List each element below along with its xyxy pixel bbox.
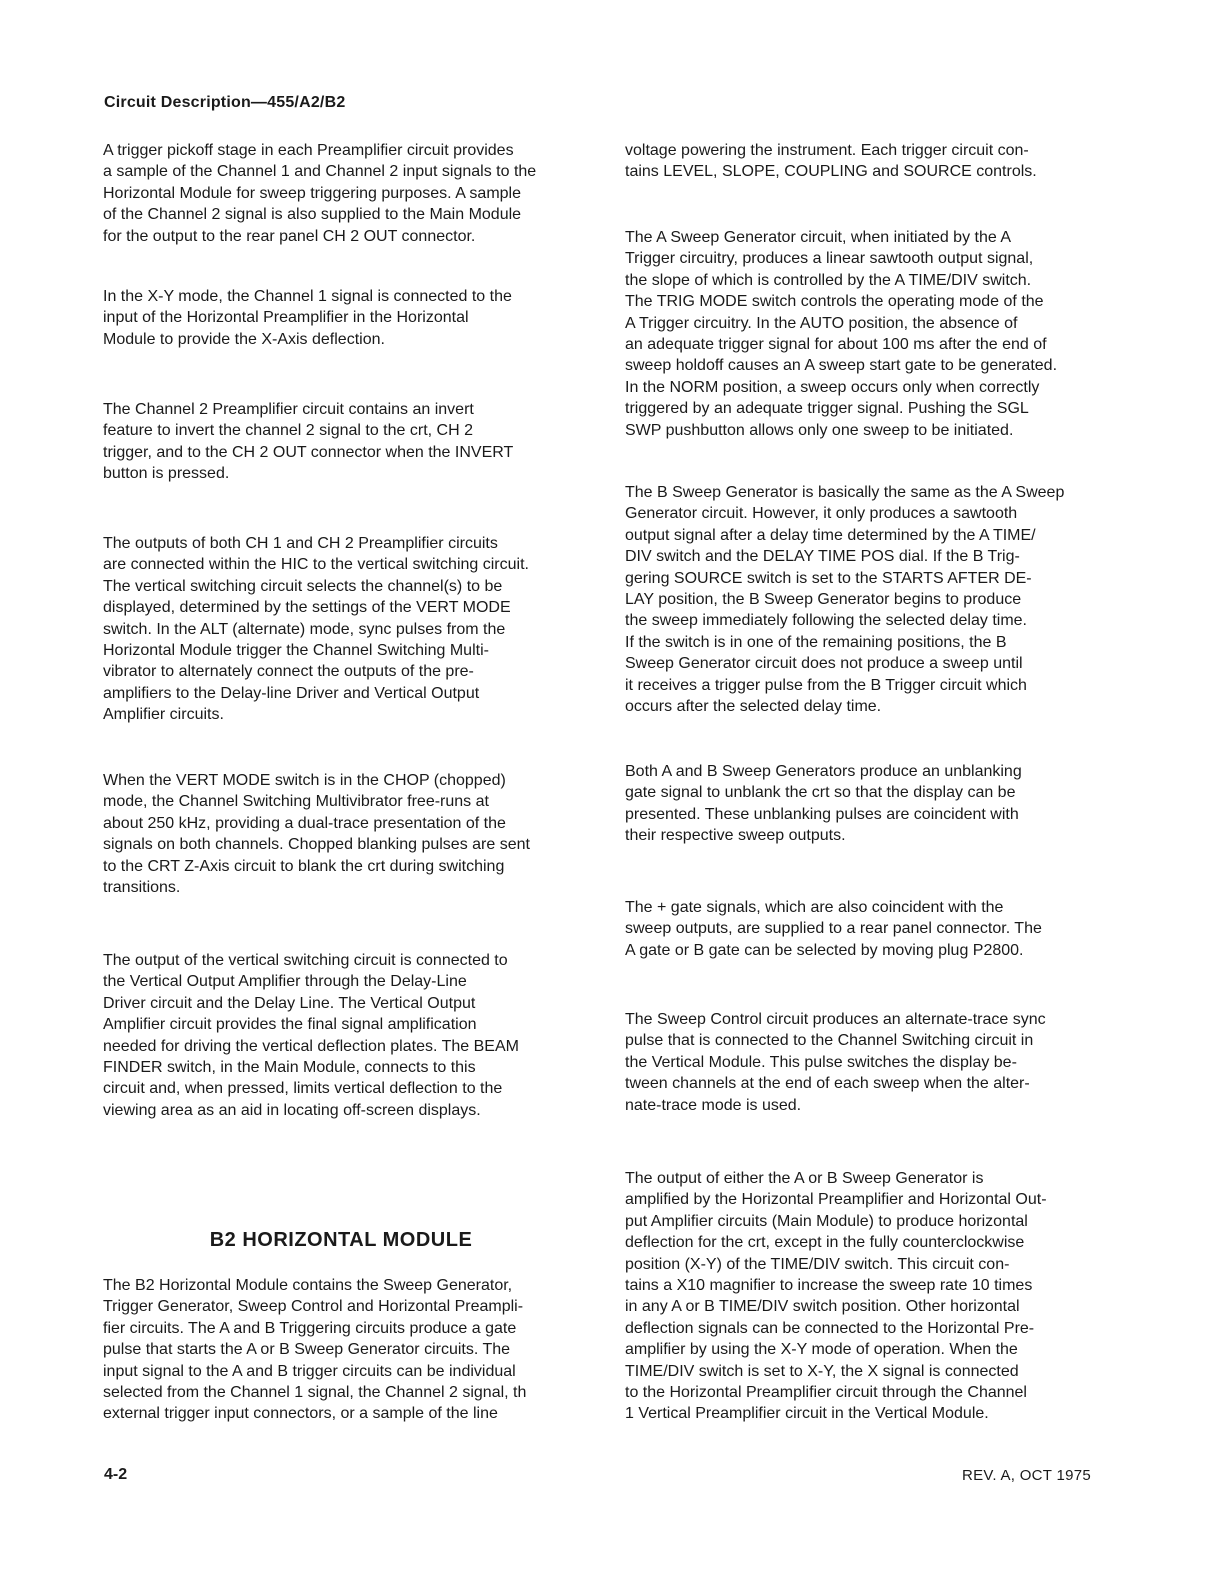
revision-label: REV. A, OCT 1975 — [962, 1467, 1092, 1484]
paragraph-unblanking: Both A and B Sweep Generators produce an unblanking gate signal to unblank the crt so that the display can be presented. These unblanking pulses are coincident with their respective sweep outputs. — [625, 763, 1022, 845]
paragraph-a-sweep-generator: The A Sweep Generator circuit, when initiated by the A Trigger circuitry, produces a linear sawtooth output signal, the slope of which is controlled by the A TIME/DIV switch. The TRIG MODE switch controls the operating mode of the A Trigger circuitry. In the AUTO position, the absence of an adequate trigger signal for about 100 ms after the end of sweep holdoff causes an A sweep start gate to be generated. In the NORM position, a sweep occurs only when correctly triggered by an adequate trigger signal. Pushing the SGL SWP pushbutton allows only one sweep to be initiated. — [625, 229, 1058, 439]
page-header: Circuit Description—455/A2/B2 — [104, 94, 346, 111]
page-number: 4-2 — [104, 1466, 128, 1483]
paragraph-vertical-output: The output of the vertical switching circuit is connected to the Vertical Output Amplifier through the Delay-Line Driver circuit and the Delay Line. The Vertical Output Amplifier circuit provides the final signal amplification needed for driving the vertical deflection plates. The BEAM FINDER switch, in the Main Module, connects to this circuit and, when pressed, limits vertical deflection to the viewing area as an aid in locating off-screen displays. — [103, 952, 519, 1119]
paragraph-trigger-controls: voltage powering the instrument. Each trigger circuit con- tains LEVEL, SLOPE, COUPLING and SOURCE controls. — [625, 142, 1037, 181]
paragraph-xy-mode: In the X-Y mode, the Channel 1 signal is connected to the input of the Horizontal Preamplifier in the Horizontal Module to provide the X-Axis deflection. — [103, 288, 512, 348]
paragraph-horizontal-module: The B2 Horizontal Module contains the Sweep Generator, Trigger Generator, Sweep Control and Horizontal Preampli- fier circuits. The A and B Triggering circuits produce a gate pulse that starts the A or B Sweep Generator circuits. The input signal to the A and B trigger circuits can be individual selected from the Channel 1 signal, the Channel 2 signal, th external trigger input connectors, or a sample of the line — [103, 1277, 527, 1423]
paragraph-trigger-pickoff: A trigger pickoff stage in each Preamplifier circuit provides a sample of the Channel 1 and Channel 2 input signals to the Horizontal Module for sweep triggering purposes. A sample of the Channel 2 signal is also supplied to the Main Module for the output to the rear panel CH 2 OUT connector. — [103, 142, 537, 245]
paragraph-chop-mode: When the VERT MODE switch is in the CHOP (chopped) mode, the Channel Switching Multivibrator free-runs at about 250 kHz, providing a dual-trace presentation of the signals on both channels. Chopped blanking pulses are sent to the CRT Z-Axis circuit to blank the crt during switching transitions. — [103, 772, 530, 897]
paragraph-gate-signals: The + gate signals, which are also coincident with the sweep outputs, are supplied to a rear panel connector. The A gate or B gate can be selected by moving plug P2800. — [625, 899, 1042, 959]
paragraph-sweep-control: The Sweep Control circuit produces an alternate-trace sync pulse that is connected to the Channel Switching circuit in the Vertical Module. This pulse switches the display be- tween channels at the end of each sweep when the alter- nate-trace mode is used. — [625, 1011, 1046, 1114]
paragraph-vertical-switching: The outputs of both CH 1 and CH 2 Preamplifier circuits are connected within the HIC to the vertical switching circuit. The vertical switching circuit selects the channel(s) to be displayed, determined by the settings of the VERT MODE switch. In the ALT (alternate) mode, sync pulses from the Horizontal Module trigger the Channel Switching Multi- vibrator to alternately connect the outputs of the pre- amplifiers to the Delay-line Driver and Vertical Output Amplifier circuits. — [103, 535, 529, 724]
paragraph-b-sweep-generator: The B Sweep Generator is basically the same as the A Sweep Generator circuit. However, it only produces a sawtooth output signal after a delay time determined by the A TIME/ DIV switch and the DELAY TIME POS dial. If the B Trig- gering SOURCE switch is set to the STARTS AFTER DE- LAY position, the B Sweep Generator begins to produce the sweep immediately following the selected delay time. If the switch is in one of the remaining positions, the B Sweep Generator circuit does not produce a sweep until it receives a trigger pulse from the B Trigger circuit which occurs after the selected delay time. — [625, 484, 1065, 716]
section-title: B2 HORIZONTAL MODULE — [209, 1229, 473, 1251]
paragraph-horizontal-output: The output of either the A or B Sweep Generator is amplified by the Horizontal Preamplifier and Horizontal Out- put Amplifier circuits (Main Module) to produce horizontal deflection for the crt, except in the fully counterclockwise position (X-Y) of the TIME/DIV switch. This circuit con- tains a X10 magnifier to increase the sweep rate 10 times in any A or B TIME/DIV switch position. Other horizontal deflection signals can be connected to the Horizontal Pre- amplifier by using the X-Y mode of operation. When the TIME/DIV switch is set to X-Y, the X signal is connected to the Horizontal Preamplifier circuit through the Channel 1 Vertical Preamplifier circuit in the Vertical Module. — [625, 1170, 1047, 1423]
paragraph-channel2-invert: The Channel 2 Preamplifier circuit contains an invert feature to invert the channel 2 signal to the crt, CH 2 trigger, and to the CH 2 OUT connector when the INVERT button is pressed. — [103, 401, 514, 483]
